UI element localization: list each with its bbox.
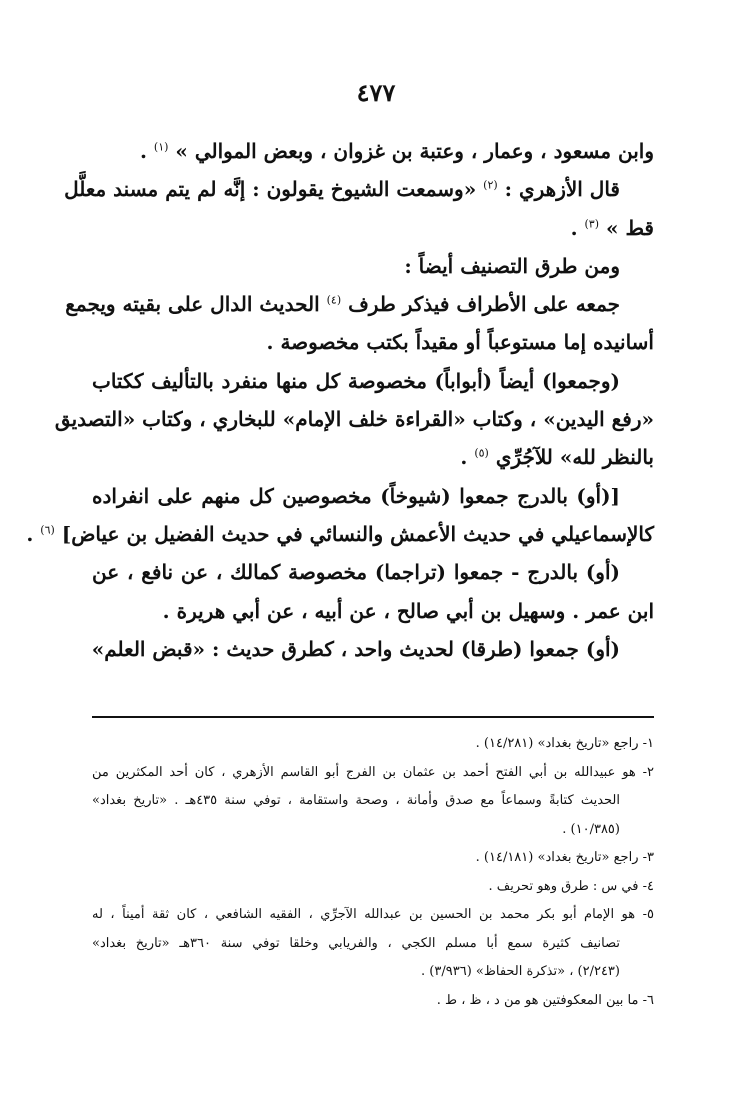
footnote-ref[interactable]: (١) (153, 140, 169, 154)
text-line-13: ابن عمر . وسهيل بن أبي صالح ، عن أبيه ، عن أبي هريرة . (162, 598, 654, 623)
text-line-10: [(أو) بالدرج جمعوا (شيوخاً) مخصوصين كل منهم على انفراده (92, 483, 620, 508)
footnote-line: ٦- ما بين المعكوفتين هو من د ، ظ ، ط . (436, 992, 654, 1008)
text-line-8: «رفع اليدين» ، وكتاب «القراءة خلف الإمام» للبخاري ، وكتاب «التصديق (54, 407, 654, 432)
text-line-12: (أو) بالدرج - جمعوا (تراجما) مخصوصة كمالك ، عن نافع ، عن (92, 560, 620, 585)
footnote-ref[interactable]: (٣) (584, 216, 600, 230)
text-line-7: (وجمعوا) أيضاً (أبواباً) مخصوصة كل منها منفرد بالتأليف ككتاب (92, 368, 620, 393)
footnote-line: ٣- راجع «تاريخ بغداد» (١٤/١٨١) . (475, 850, 654, 865)
footnote-line: (١٠/٣٨٥) . (562, 821, 620, 837)
page-number: ٤٧٧ (356, 78, 396, 107)
footnote-line: الحديث كتابةً وسماعاً مع صدق وأمانة ، وصحة واستقامة ، توفي سنة ٤٣٥هـ . «تاريخ بغداد» (92, 793, 620, 808)
text-line-6: أسانيده إما مستوعباً أو مقيداً بكتب مخصوصة . (266, 330, 654, 355)
footnote-divider (92, 716, 654, 718)
text-line-11: كالإسماعيلي في حديث الأعمش والنسائي في حديث الفضيل بن عياض] $^{(٦)}$ . (26, 521, 654, 546)
text-line-4: ومن طرق التصنيف أيضاً : (404, 253, 620, 278)
text-line-9: بالنظر لله» للآجُرِّي $^{(٥)}$ . (460, 445, 654, 470)
text-line-2: قال الأزهري : $^{(٢)}$ «وسمعت الشيوخ يقولون : إنَّه لم يتم مسند معلَّل (64, 177, 620, 202)
footnote-ref[interactable]: (٤) (326, 293, 342, 307)
text-line-1: وابن مسعود ، وعمار ، وعتبة بن غزوان ، وبعض الموالي » $^{(١)}$ . (139, 139, 654, 163)
footnote-ref[interactable]: (٥) (474, 446, 489, 460)
footnote-line: ٤- في س : طرق وهو تحريف . (488, 878, 654, 894)
footnotes (92, 730, 654, 1015)
footnote-ref[interactable]: (٢) (483, 178, 498, 192)
footnote-ref[interactable]: (٦) (40, 523, 55, 537)
footnote-line: ٢- هو عبيدالله بن أبي الفتح أحمد بن عثمان بن الفرج أبو القاسم الأزهري ، كان أحد المكثرين من (92, 764, 654, 780)
text-line-14: (أو) جمعوا (طرقا) لحديث واحد ، كطرق حديث : «قبض العلم» (91, 636, 620, 661)
text-line-5: جمعه على الأطراف فيذكر طرف $^{(٤)}$ الحديث الدال على بقيته ويجمع (65, 292, 620, 317)
footnote-line: تصانيف كثيرة سمع أبا مسلم الكجي ، والفريابي وخلقا توفي سنة ٣٦٠هـ «تاريخ بغداد» (92, 935, 620, 951)
main-text (26, 132, 654, 668)
footnote-line: (٢/٢٤٣) ، «تذكرة الحفاظ» (٣/٩٣٦) . (421, 964, 620, 979)
footnote-line: ١- راجع «تاريخ بغداد» (١٤/٢٨١) . (475, 736, 654, 751)
footnote-line: ٥- هو الإمام أبو بكر محمد بن الحسين بن عبدالله الآجرِّي ، الفقيه الشافعي ، كان ثقة أميناً ، له (92, 907, 654, 922)
text-line-3: قط » $^{(٣)}$ . (570, 215, 654, 240)
